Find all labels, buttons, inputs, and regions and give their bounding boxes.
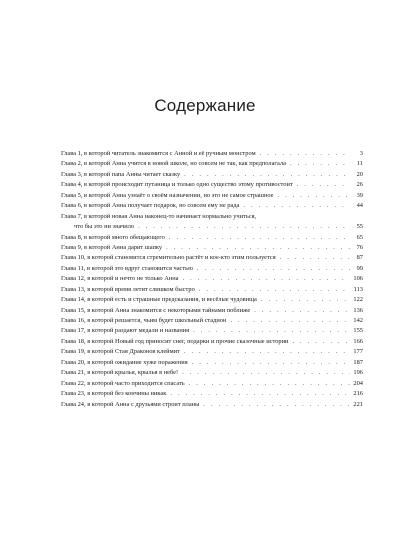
toc-entry xyxy=(61,400,363,410)
toc-entry-title: Глава 5, в которой Анна узнаёт о своём назначении, но это не самое страшное xyxy=(61,191,274,199)
toc-dot-leader xyxy=(192,358,350,368)
toc-page-number: 76 xyxy=(356,243,363,251)
toc-page-number: 166 xyxy=(353,337,363,345)
toc-entry xyxy=(61,285,363,295)
toc-page-number: 196 xyxy=(353,369,363,377)
toc-dot-leader xyxy=(277,191,350,201)
toc-entry-title: Глава 9, в которой Анна дарит шапку xyxy=(61,243,163,251)
toc-dot-leader xyxy=(254,306,350,316)
toc-entry-title: Глава 8, в которой много обещающего xyxy=(61,233,165,241)
toc-entry xyxy=(61,316,363,326)
toc-entry xyxy=(61,212,363,222)
toc-dot-leader xyxy=(189,379,350,389)
toc-entry xyxy=(61,389,363,399)
toc-entry-title: Глава 20, в которой ожидание хуже поражения xyxy=(61,358,188,366)
toc-page-number: 136 xyxy=(353,306,363,314)
toc-entry-title: Глава 19, в которой Стая Драконов клеймит xyxy=(61,348,180,356)
toc-entry xyxy=(61,149,363,159)
table-of-contents xyxy=(61,149,363,410)
toc-entry-title: Глава 24, в которой Анна с друзьями строит планы xyxy=(61,400,200,408)
toc-page-number: 3 xyxy=(359,150,363,157)
toc-page-number: 20 xyxy=(356,170,363,178)
toc-entry-title: Глава 22, в которой часто приходится спасать xyxy=(61,379,185,387)
toc-entry-title: Глава 14, в которой есть и страшные предсказания, и весёлые чудовища xyxy=(61,296,257,304)
toc-entry-title: что бы это ни значило xyxy=(74,223,135,231)
toc-entry-title: Глава 3, в которой папа Анны читает сказку xyxy=(61,170,181,178)
toc-dot-leader xyxy=(297,180,350,190)
toc-dot-leader xyxy=(199,285,350,295)
toc-page-number: 65 xyxy=(356,233,363,241)
toc-entry-title: Глава 11, в которой это вдруг становится частью xyxy=(61,264,193,272)
toc-entry xyxy=(61,295,363,305)
toc-entry-title: Глава 23, в которой без кончины никак xyxy=(61,390,167,398)
toc-page-number: 204 xyxy=(353,379,363,387)
toc-entry xyxy=(61,233,363,243)
toc-entry-title: Глава 1, в которой читатель знакомится с Анной и её ручным монстром xyxy=(61,150,256,157)
toc-page-number: 177 xyxy=(353,348,363,356)
toc-entry-title: Глава 13, в которой время летит слишком быстро xyxy=(61,285,195,293)
toc-entry xyxy=(61,222,363,232)
toc-page-number: 113 xyxy=(353,285,363,293)
toc-page-number: 87 xyxy=(356,254,363,262)
toc-entry xyxy=(61,253,363,263)
toc-entry-title: Глава 4, в которой происходит путаница и только одно существо этому противостоит xyxy=(61,181,293,189)
toc-dot-leader xyxy=(138,222,350,232)
toc-entry-title: Глава 12, в которой и нечто не только Анна xyxy=(61,275,179,283)
toc-dot-leader xyxy=(182,368,350,378)
toc-page-number: 155 xyxy=(353,327,363,335)
toc-entry xyxy=(61,306,363,316)
toc-entry-title: Глава 6, в которой Анна получает подарок, но совсем ему не рада xyxy=(61,202,240,210)
toc-page-number: 39 xyxy=(356,191,363,199)
toc-entry xyxy=(61,170,363,180)
toc-entry xyxy=(61,274,363,284)
toc-entry xyxy=(61,180,363,190)
toc-page-number: 142 xyxy=(353,317,363,324)
toc-dot-leader xyxy=(260,149,350,159)
toc-entry-title: Глава 15, в которой Анна знакомится с некоторыми тайнами поближе xyxy=(61,306,251,314)
toc-page-number: 216 xyxy=(353,390,363,398)
toc-dot-leader xyxy=(197,264,350,274)
toc-dot-leader xyxy=(184,170,350,180)
toc-dot-leader xyxy=(193,326,350,336)
toc-entry-title: Глава 2, в которой Анна учится в новой школе, но совсем не так, как предполагала xyxy=(61,160,286,168)
toc-entry xyxy=(61,368,363,378)
toc-dot-leader xyxy=(261,295,350,305)
toc-entry-title: Глава 21, в которой крылья, крылья в небе! xyxy=(61,369,179,377)
toc-page-number: 44 xyxy=(356,202,363,210)
toc-entry-title: Глава 18, в которой Новый год приносит снег, подарки и прочие сказочные истории xyxy=(61,337,289,345)
toc-entry xyxy=(61,358,363,368)
toc-dot-leader xyxy=(170,389,350,399)
toc-dot-leader xyxy=(166,243,350,253)
toc-entry xyxy=(61,201,363,211)
toc-entry-title: Глава 7, в которой новая Анна наконец-то начинает нормально учиться, xyxy=(61,212,257,220)
toc-dot-leader xyxy=(184,347,350,357)
toc-entry-title: Глава 16, в которой решается, чьим будет школьный стадион xyxy=(61,317,227,324)
toc-entry xyxy=(61,191,363,201)
toc-entry-title: Глава 17, в которой раздают медали и названия xyxy=(61,327,190,335)
toc-dot-leader xyxy=(280,253,350,263)
toc-entry xyxy=(61,159,363,169)
toc-dot-leader xyxy=(243,201,350,211)
toc-entry xyxy=(61,326,363,336)
toc-dot-leader xyxy=(169,233,350,243)
toc-page-number: 122 xyxy=(353,296,363,304)
toc-page-number: 99 xyxy=(356,264,363,272)
toc-page-number: 55 xyxy=(356,223,363,231)
toc-page-number: 187 xyxy=(353,358,363,366)
toc-entry xyxy=(61,347,363,357)
toc-entry-title: Глава 10, в которой становится стремительно растёт и кое-кто этим пользуется xyxy=(61,254,276,262)
toc-page-number: 26 xyxy=(356,181,363,189)
toc-dot-leader xyxy=(203,400,350,410)
toc-entry xyxy=(61,264,363,274)
toc-page-number: 106 xyxy=(353,275,363,283)
toc-page-number: 11 xyxy=(356,160,363,168)
toc-dot-leader xyxy=(290,159,350,169)
toc-entry xyxy=(61,243,363,253)
toc-dot-leader xyxy=(292,337,350,347)
toc-heading: Содержание xyxy=(154,96,256,115)
toc-page-number: 221 xyxy=(353,400,363,408)
toc-dot-leader xyxy=(230,316,350,326)
toc-entry xyxy=(61,379,363,389)
toc-dot-leader xyxy=(182,274,350,284)
toc-entry xyxy=(61,337,363,347)
